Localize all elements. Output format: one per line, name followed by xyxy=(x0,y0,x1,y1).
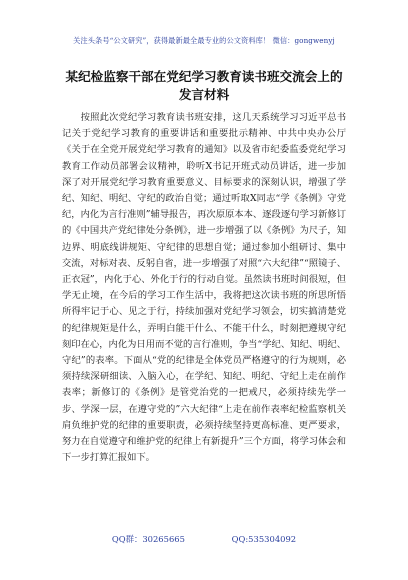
footer-qq: QQ:535304092 xyxy=(231,534,297,544)
footer-qq-group: QQ群：30265665 xyxy=(111,534,185,544)
body-paragraph: 按照此次党纪学习教育读书班安排，这几天系统学习习近平总书记关于党纪学习教育的重要讲话和重要批示精神、中共中央办公厅《关于在全党开展党纪学习教育的通知》以及省市纪委监委党纪学习教育工作动员部署会议精神，聆听X书记开班式动员讲话，进一步加深了对开展党纪学习教育重要意义、目标要求的深刻认识，增强了学纪、知纪、明纪、守纪的政治自觉；通过听取X同志“学《条例》守党纪，内化为言行准则”辅导报告，再次原原本本、逐段逐句学习新修订的《中国共产党纪律处分条例》，进一步增强了以《条例》为尺子，知边界、明底线讲规矩、守纪律的思想自觉；通过参加小组研讨、集中交流，对标对表、反躬自省，进一步增强了对照“六大纪律”“照镜子、正衣冠”，内化于心、外化于行的行动自觉。虽然读书班时间很短，但学无止境，在今后的学习工作生活中，我将把这次读书班的所思所悟所得牢记于心、见之于行，持续加强对党纪学习领会，切实搞清楚党的纪律规矩是什么，弄明白能干什么、不能干什么，时刻把遵规守纪刻印在心，内化为日用而不觉的言行准则，争当“学纪、知纪、明纪、守纪”的表率。下面从“党的纪律是全体党员严格遵守的行为规则，必须持续深研细读、入脑入心，在学纪、知纪、明纪、守纪上走在前作表率；新修订的《条例》是管党治党的一把戒尺，必须持续先学一步、学深一层，在遵守党的”六大纪律“上走在前作表率纪检监察机关肩负维护党的纪律的重要职责，必须持续坚持更高标准、更严要求，努力在自觉遵守和维护党的纪律上有新提升”三个方面，将学习体会和下一步打算汇报如下。 xyxy=(62,112,346,464)
header-promo-note: 关注头条号“公文研究”，获得最新最全最专业的公文资料库！ 微信：gongwenyj xyxy=(73,36,335,45)
footer-contact xyxy=(0,533,408,545)
document-title: 某纪检监察干部在党纪学习教育读书班交流会上的发言材料 xyxy=(65,69,343,102)
